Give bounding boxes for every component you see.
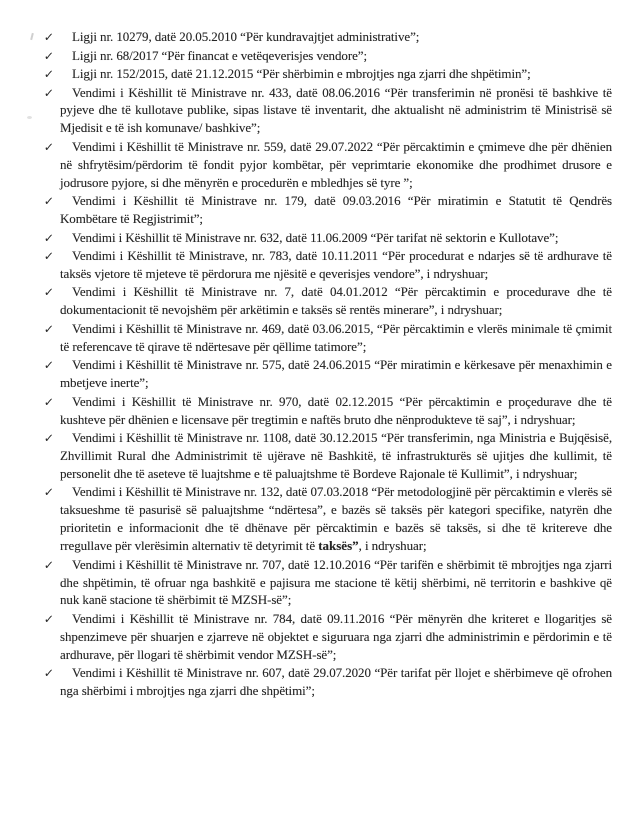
checkmark-icon: ✓ [43,557,55,572]
list-item [43,65,612,83]
list-item [43,47,612,65]
list-item-text: Vendimi i Këshillit të Ministrave, nr. 783, datë 10.11.2011 “Për procedurat e ndarjes së të ardhurave të taksës vjetore të mjeteve të përdorura me njësitë e qeverisjes vendore”, i ndryshuar; [60,248,612,281]
list-item-text: Vendimi i Këshillit të Ministrave nr. 970, datë 02.12.2015 “Për përcaktimin e proçedurave dhe të kushteve për dhënien e licensave për tregtimin e naftës bruto dhe nënprodukteve të saj”, i ndryshuar; [60,393,612,427]
checkmark-icon: ✓ [43,358,55,373]
checkmark-icon: ✓ [43,139,55,154]
checkmark-icon: ✓ [43,321,55,336]
list-item [43,229,612,247]
list-item [43,393,612,429]
list-item-text: Vendimi i Këshillit të Ministrave nr. 7, datë 04.01.2012 “Për përcaktimin e procedurave dhe të dokumentacionit të nevojshëm për arkëtimin e taksës së rentës minerare”, i ndryshuar; [60,284,612,318]
checkmark-icon: ✓ [43,67,55,81]
checkmark-icon: ✓ [43,48,55,63]
list-item [43,138,612,192]
checkmark-icon: ✓ [43,431,55,446]
list-item-text: Vendimi i Këshillit të Ministrave nr. 707, datë 12.10.2016 “Për tarifën e shërbimit të mbrojtjes nga zjarri dhe shpëtimin, të ofruar nga bashkitë e pajisura me stacione të këtij shërbimi, në territorin e bashkive që nuk kanë stacione të shërbimit të MZSH-së”; [60,556,612,608]
list-item-text: Vendimi i Këshillit të Ministrave nr. 469, datë 03.06.2015, “Për përcaktimin e vlerës minimale të çmimit të referencave të qirave të ndërtesave për qëllime tatimore”; [60,320,612,354]
list-item [43,429,612,483]
list-item [43,247,612,283]
checkmark-icon: ✓ [43,666,55,681]
list-item-text: Vendimi i Këshillit të Ministrave nr. 433, datë 08.06.2016 “Për transferimin në pronësi të bashkive të pyjeve dhe të kullotave publike, sipas listave të inventarit, dhe aktualisht në administrim të Ministrisë së Mjedisit e të ish komunave/ bashkive”; [60,84,612,136]
list-item [43,84,612,138]
list-item [43,483,612,555]
checkmark-icon: ✓ [43,485,55,500]
list-item-text: Ligji nr. 10279, datë 20.05.2010 “Për kundravajtjet administrative”; [72,29,420,44]
list-item-text: Vendimi i Këshillit të Ministrave nr. 575, datë 24.06.2015 “Për miratimin e kërkesave për menaxhimin e mbetjeve inerte”; [60,357,612,391]
list-item-text: Vendimi i Këshillit të Ministrave nr. 632, datë 11.06.2009 “Për tarifat në sektorin e Kullotave”; [72,229,559,245]
list-item [43,356,612,392]
list-item-text: Vendimi i Këshillit të Ministrave nr. 784, datë 09.11.2016 “Për mënyrën dhe kriteret e llogaritjes së shpenzimeve për shuarjen e zjarreve në objektet e siguruara nga zjarri dhe administrimin e përdorimin e të ardhurave, për llogari të shërbimit vendor MZSH-së”; [60,610,612,662]
checkmark-icon: ✓ [43,394,55,409]
checkmark-icon: ✓ [43,230,55,245]
checkmark-icon: ✓ [43,285,55,300]
checkmark-icon: ✓ [43,249,55,264]
list-item-text: Vendimi i Këshillit të Ministrave nr. 607, datë 29.07.2020 “Për tarifat për llojet e shërbimeve që ofrohen nga shërbimi i mbrojtjes nga zjarri dhe shpëtimi”; [60,665,612,699]
list-item [43,283,612,319]
list-item [43,320,612,356]
list-item-text: Vendimi i Këshillit të Ministrave nr. 1108, datë 30.12.2015 “Për transferimin, nga Ministria e Bujqësisë, Zhvillimit Rural dhe Administrimit të ujërave në Bashkitë, të infrastrukturës së ujitjes dhe kullimit, të personelit dhe të aseteve të luajtshme e të paluajtshme të Bordeve Rajonale të Kullimit”, i ndryshuar; [60,430,612,481]
checkmark-icon: ✓ [43,85,55,100]
list-item-text: Vendimi i Këshillit të Ministrave nr. 179, datë 09.03.2016 “Për miratimin e Statutit të Qendrës Kombëtare të Regjistrimit”; [60,193,612,227]
list-item [43,610,612,664]
list-item [43,556,612,610]
list-item [43,28,612,46]
list-item [43,192,612,228]
list-item-text: Vendimi i Këshillit të Ministrave nr. 559, datë 29.07.2022 “Për përcaktimin e çmimeve dhe për dhënien në shfrytësim/përdorim të fondit pyjor kombëtar, për veprimtarie ekonomike dhe prodhimet drusore e jodrusore pyjore, si dhe mënyrën e procedurën e mbledhjes së tyre ”; [60,138,612,190]
checkmark-icon: ✓ [43,30,55,44]
checkmark-icon: ✓ [43,611,55,626]
checkmark-icon: ✓ [43,194,55,209]
list-item [43,664,612,700]
list-item-text: Ligji nr. 152/2015, datë 21.12.2015 “Për shërbimin e mbrojtjes nga zjarri dhe shpëtimin”; [72,66,531,81]
list-item-text: Vendimi i Këshillit të Ministrave nr. 132, datë 07.03.2018 “Për metodologjinë për përcaktimin e vlerës së taksueshme të pasurisë së paluajtshme “ndërtesa”, e bazës së taksës për kategori specifike, natyrën dhe prioritetin e informacionit dhe të dhënave për përcaktimin e bazës së taksës, si dhe të kritereve dhe rregullave për vlerësimin alternativ të detyrimit të taksës”, i ndryshuar; [60,484,612,554]
list-item-text: Ligji nr. 68/2017 “Për financat e vetëqeverisjes vendore”; [72,47,367,63]
legal-references-list [0,28,632,700]
